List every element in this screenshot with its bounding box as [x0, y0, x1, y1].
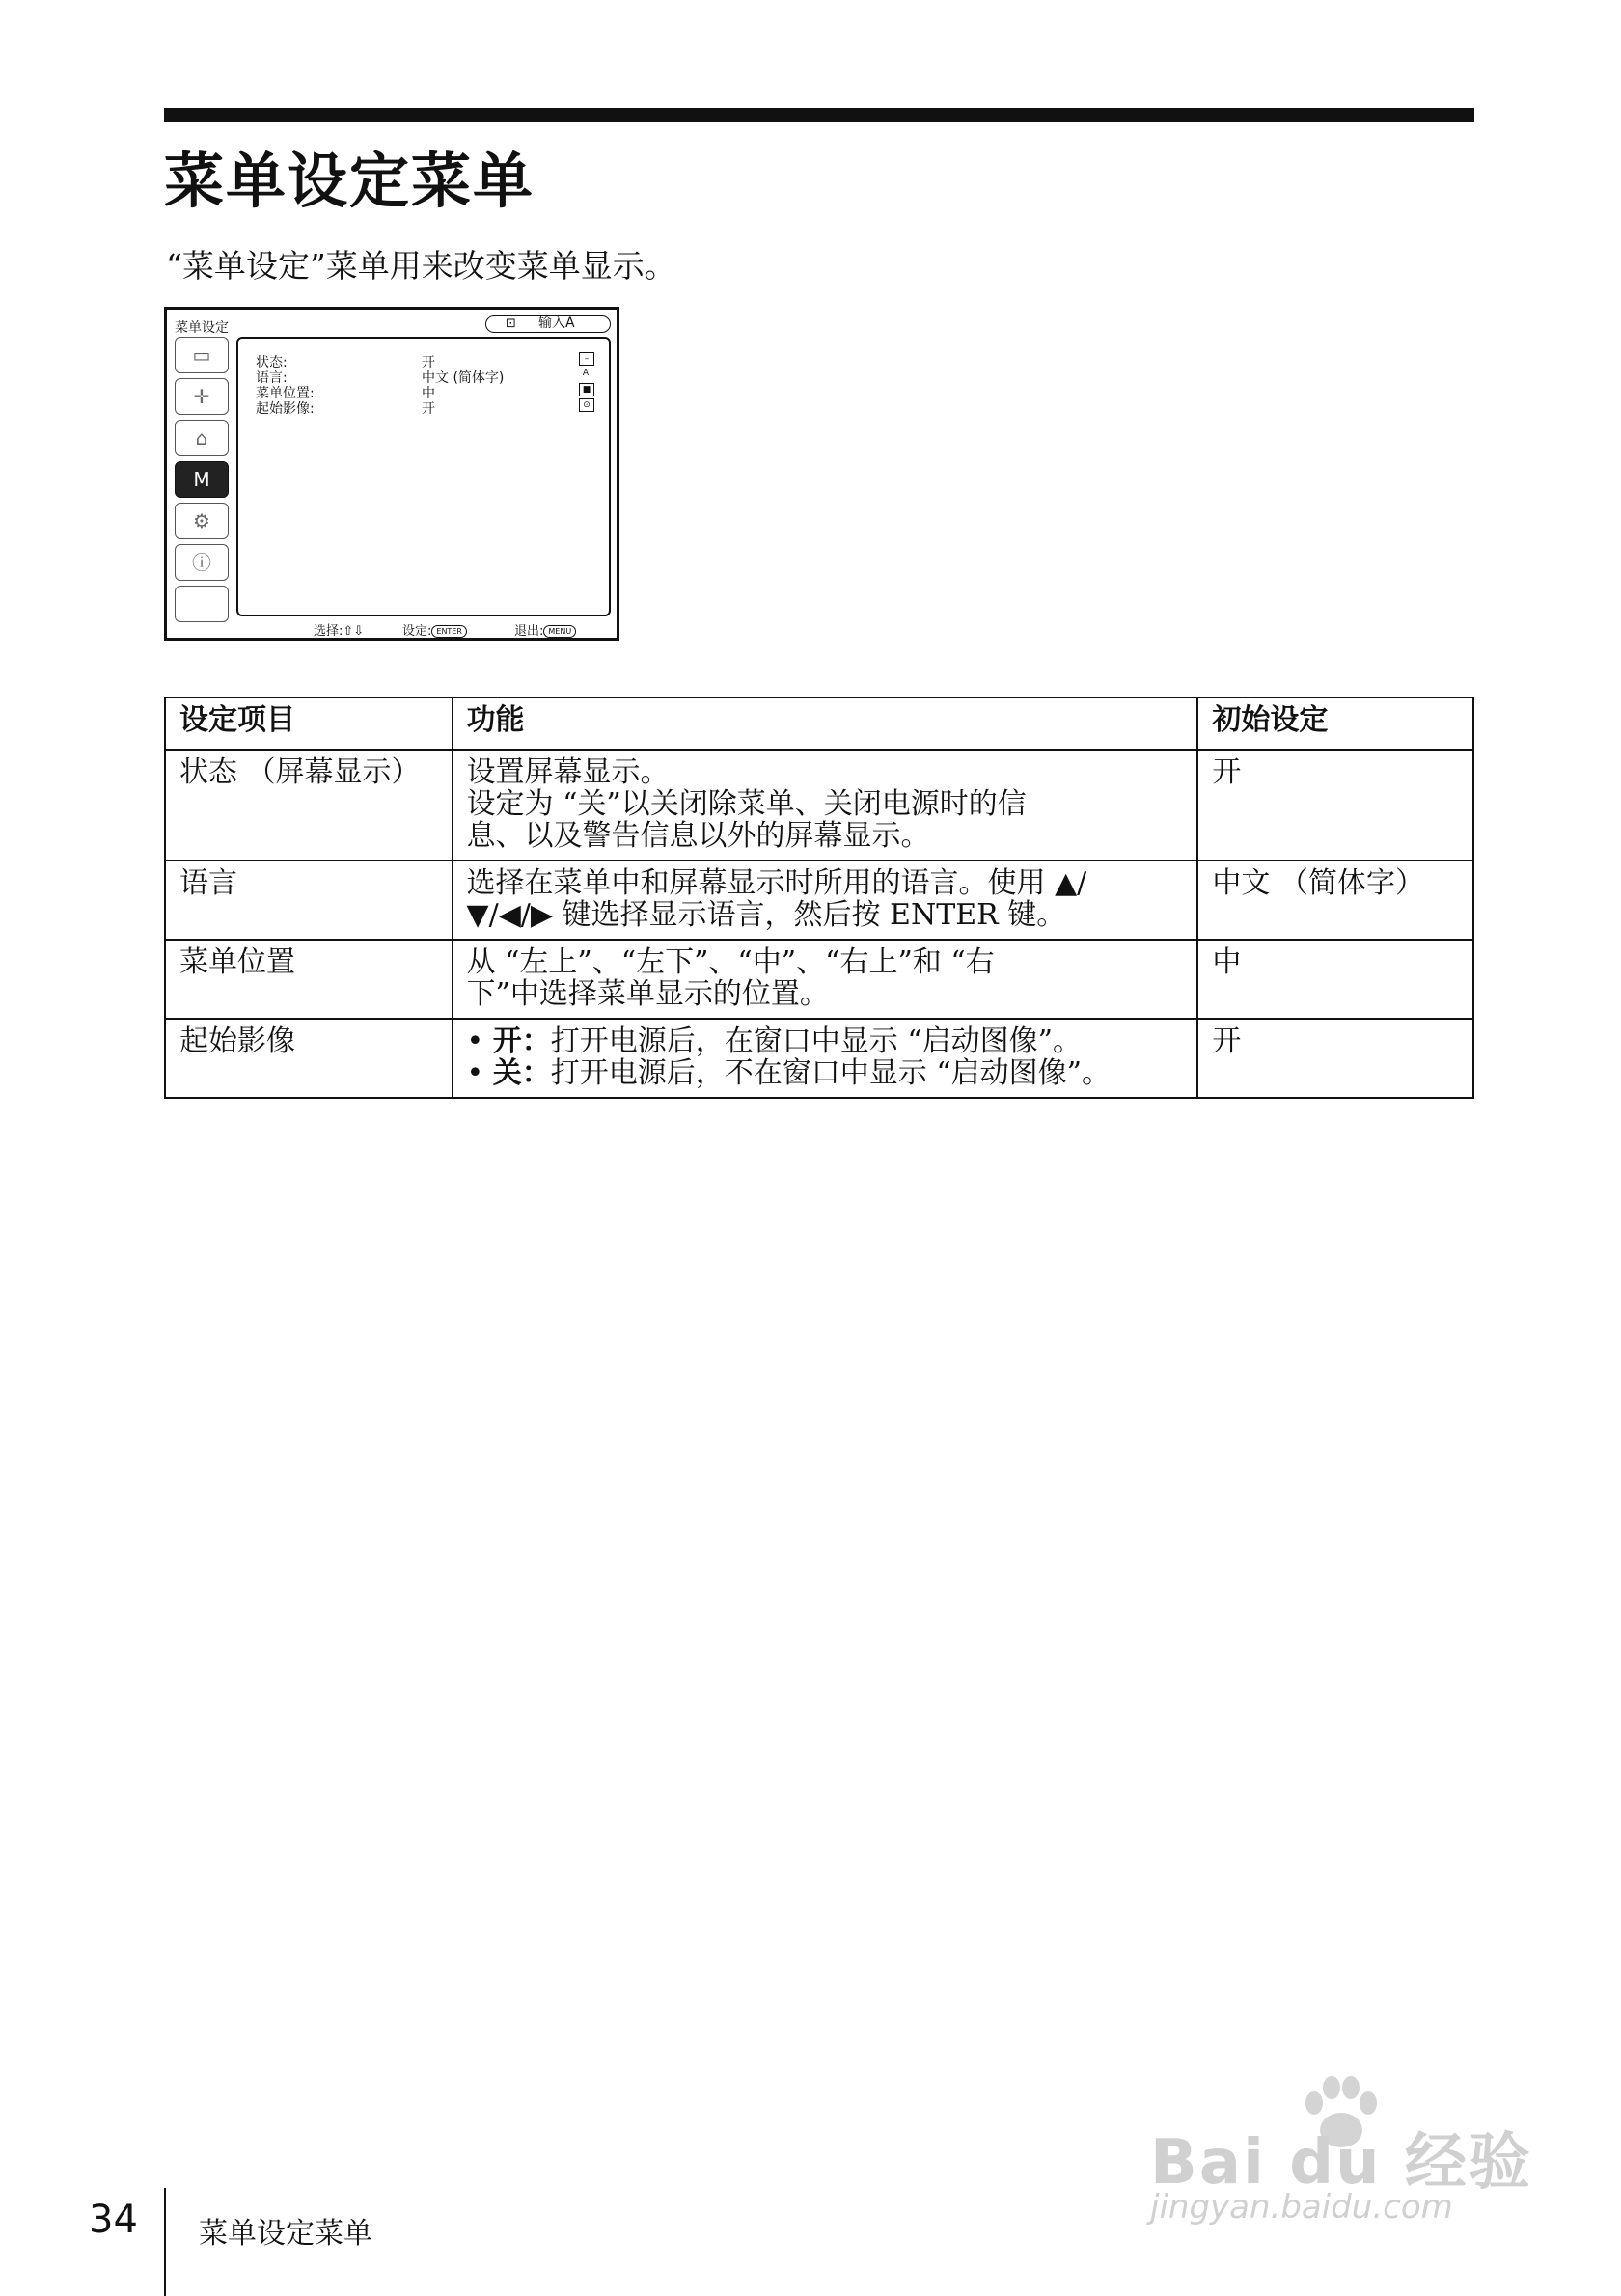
osd-input-indicator — [485, 315, 611, 333]
osd-row-value: 中 — [422, 386, 435, 401]
page-number: 34 — [89, 2198, 138, 2242]
osd-select-hint — [314, 620, 364, 639]
adjust-menu-icon: ✛ — [175, 378, 229, 415]
table-header-row — [165, 697, 1473, 750]
installation-menu-icon: ⚙ — [175, 503, 229, 539]
osd-row-value: 中文 (简体字) — [422, 370, 505, 386]
osd-row-value: 开 — [422, 355, 435, 370]
bullet-on: • 开：打开电源后，在窗口中显示 “启动图像”。 — [466, 1025, 1082, 1058]
table-row — [165, 750, 1473, 861]
picture-menu-icon: ▭ — [175, 337, 229, 373]
bullet-text: 打开电源后，在窗口中显示 “启动图像”。 — [550, 1025, 1082, 1058]
row-function — [453, 861, 1198, 940]
function-line: 从 “左上”、“左下”、“中”、“右上”和 “右 — [466, 945, 995, 979]
function-line: 设置屏幕显示。 — [466, 755, 670, 789]
status-icon: – — [579, 352, 594, 366]
osd-set-hint — [402, 620, 467, 639]
menu-key-icon: MENU — [543, 625, 576, 638]
osd-row-key: 状态: — [256, 355, 288, 370]
function-line: 设定为 “关”以关闭除菜单、关闭电源时的信 — [466, 787, 1027, 821]
header-default: 初始设定 — [1197, 697, 1473, 750]
footer-section-title: 菜单设定菜单 — [199, 2217, 372, 2251]
exit-label: 退出: — [514, 624, 544, 639]
function-line: 选择在菜单中和屏幕显示时所用的语言。使用 ▲/ — [466, 866, 1087, 900]
row-item: 语言 — [165, 861, 453, 940]
table-row — [165, 940, 1473, 1019]
osd-input-label: 输入A — [538, 315, 575, 331]
title-rule — [164, 108, 1474, 122]
intro-text: “菜单设定”菜单用来改变菜单显示。 — [166, 247, 676, 285]
watermark-main: Bai du 经验 — [1150, 2127, 1532, 2199]
osd-row-key: 起始影像: — [256, 401, 315, 417]
startup-image-icon: ⊙ — [579, 398, 594, 412]
osd-settings-panel — [236, 337, 611, 616]
input-arrow-icon: ⊡ — [506, 316, 516, 331]
row-default: 开 — [1197, 750, 1473, 861]
header-function: 功能 — [453, 697, 1198, 750]
row-default: 中 — [1197, 940, 1473, 1019]
table-row — [165, 861, 1473, 940]
menu-screenshot — [164, 307, 619, 641]
bullet-off: • 关：打开电源后，不在窗口中显示 “启动图像”。 — [466, 1056, 1111, 1090]
up-down-keys-icon: ⇧⇩ — [343, 624, 365, 639]
row-default: 中文 （简体字） — [1197, 861, 1473, 940]
enter-key-icon: ENTER — [431, 625, 467, 638]
language-icon: A — [582, 369, 590, 378]
bullet-text: 打开电源后，不在窗口中显示 “启动图像”。 — [550, 1056, 1111, 1090]
bullet-label: 关： — [492, 1056, 551, 1090]
settings-table — [164, 697, 1474, 1099]
bullet-label: 开： — [492, 1025, 551, 1058]
osd-exit-hint — [514, 620, 576, 639]
row-item: 菜单位置 — [165, 940, 453, 1019]
footer-divider — [164, 2188, 166, 2296]
row-item: 状态 （屏幕显示） — [165, 750, 453, 861]
menu-position-icon: ■ — [579, 383, 594, 396]
row-function — [453, 940, 1198, 1019]
set-label: 设定: — [402, 624, 432, 639]
watermark-url: jingyan.baidu.com — [1150, 2188, 1453, 2227]
empty-tab — [175, 586, 229, 622]
header-item: 设定项目 — [165, 697, 453, 750]
osd-menu-title: 菜单设定 — [175, 320, 229, 336]
information-menu-icon: ⓘ — [175, 544, 229, 581]
row-function — [453, 1019, 1198, 1098]
select-label: 选择: — [314, 624, 343, 639]
osd-row-key: 语言: — [256, 370, 288, 386]
row-default: 开 — [1197, 1019, 1473, 1098]
osd-row — [256, 398, 603, 418]
setup-menu-icon: ⌂ — [175, 420, 229, 456]
baidu-watermark — [1150, 2074, 1536, 2228]
function-line: 下”中选择菜单显示的位置。 — [466, 977, 829, 1011]
page-title: 菜单设定菜单 — [164, 146, 536, 216]
row-item: 起始影像 — [165, 1019, 453, 1098]
function-line: 息、以及警告信息以外的屏幕显示。 — [466, 819, 930, 853]
function-line: ▼/◀/▶ 键选择显示语言，然后按 ENTER 键。 — [466, 898, 1066, 932]
osd-row-key: 菜单位置: — [256, 386, 315, 401]
osd-sidebar — [175, 337, 229, 627]
table-row — [165, 1019, 1473, 1098]
osd-row-value: 开 — [422, 401, 435, 417]
menu-setting-icon: M — [175, 461, 229, 498]
row-function — [453, 750, 1198, 861]
